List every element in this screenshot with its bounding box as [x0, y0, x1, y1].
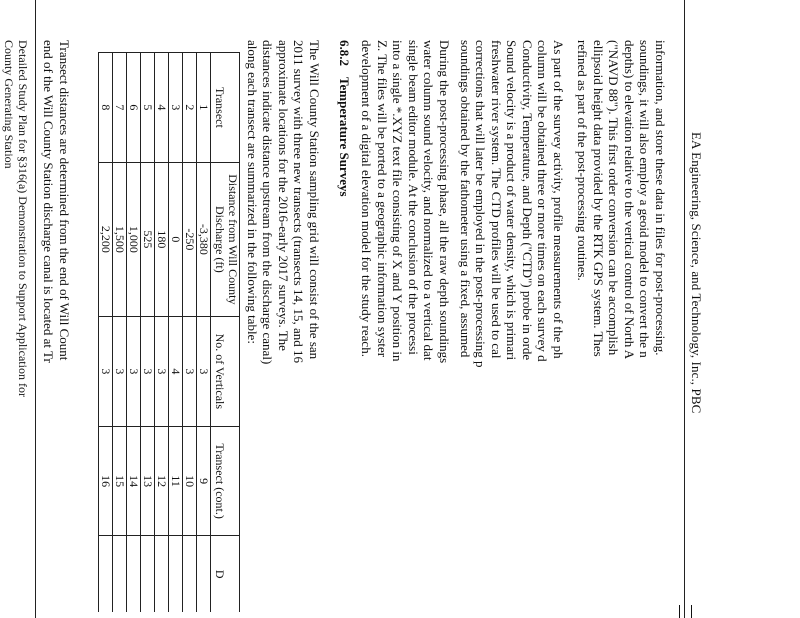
- table-row: [183, 53, 197, 613]
- table-cell: 5: [141, 53, 155, 163]
- table-cell: 8: [99, 53, 113, 163]
- text-line: As part of the survey activity, profile measurements of the ph: [551, 40, 566, 359]
- text-line: Transect distances are determined from the end of Will Count: [57, 40, 72, 361]
- table-cell: 14: [127, 426, 141, 536]
- col-header-overflow: D: [211, 536, 240, 612]
- table-cell: 13: [141, 426, 155, 536]
- table-cell: 10: [183, 426, 197, 536]
- section-number: 6.8.2: [337, 40, 352, 66]
- table-cell: -250: [183, 162, 197, 316]
- text-line: along each transect are summarized in the following table:: [245, 40, 260, 344]
- text-line: into a single *.XYZ text file consisting of X and Y position in: [390, 40, 406, 362]
- table-cell: 1,500: [113, 162, 127, 316]
- table-cell: 3: [127, 316, 141, 426]
- text-line: soundings obtained by the fathometer using a fixed, assumed: [458, 40, 473, 358]
- table-cell: 525: [141, 162, 155, 316]
- col-header-distance: Distance from Will County Discharge (ft): [211, 162, 240, 316]
- table-cell: 3: [113, 316, 127, 426]
- text-line: water column sound velocity, and normalized to a vertical dat: [421, 40, 437, 361]
- table-cell-overflow: [141, 536, 155, 612]
- table-cell: 2,200: [99, 162, 113, 316]
- table-cell: 7: [113, 53, 127, 163]
- table-cell: 12: [155, 426, 169, 536]
- paragraph-3: [359, 40, 452, 618]
- table-cell: -3,380: [197, 162, 211, 316]
- paragraph-4: [245, 40, 323, 618]
- table-cell-overflow: [127, 536, 141, 612]
- text-line: refined as part of the post-processing routines.: [575, 40, 591, 281]
- table-cell: 180: [155, 162, 169, 316]
- table-cell: 11: [169, 426, 183, 536]
- table-cell-overflow: [183, 536, 197, 612]
- margin-mark: [679, 605, 680, 618]
- col-header-transect: Transect: [211, 53, 240, 163]
- table-cell: 1: [197, 53, 211, 163]
- header-rule: [684, 0, 685, 618]
- transect-table: [98, 52, 240, 612]
- text-line: column will be obtained three or more times on each survey d: [535, 40, 551, 362]
- text-line: depths) to elevation relative to the vertical control of North A: [622, 40, 637, 360]
- section-title: Temperature Surveys: [337, 77, 352, 197]
- paragraph-1: [575, 40, 668, 618]
- table-cell: 2: [183, 53, 197, 163]
- table-cell: 3: [169, 53, 183, 163]
- section-heading: [336, 40, 352, 197]
- table-cell-overflow: [169, 536, 183, 612]
- text-line: end of the Will County Station discharge canal is located at Tr: [41, 40, 57, 363]
- table-body: [99, 53, 211, 613]
- table-cell-overflow: [197, 536, 211, 612]
- text-line: 2011 survey with three new transects (transects 14, 15, and 16: [291, 40, 307, 363]
- header-company: EA Engineering, Science, and Technology, Inc., PBC: [689, 132, 704, 414]
- text-line: ellipsoid height data provided by the RTK GPS system. Thes: [591, 40, 606, 357]
- text-line: During the post-processing phase, all the raw depth soundings: [437, 40, 452, 364]
- text-line: Z. The files will be ported to a geographic information syster: [375, 40, 390, 358]
- table-row: [127, 53, 141, 613]
- text-line: corrections that will later be employed in the post-processing p: [473, 40, 489, 368]
- table-row: [141, 53, 155, 613]
- table-row: [169, 53, 183, 613]
- text-line: The Will County Station sampling grid will consist of the san: [307, 40, 322, 360]
- text-line: single beam editor module. At the conclusion of the processi: [406, 40, 421, 355]
- table-cell-overflow: [113, 536, 127, 612]
- table-cell: 3: [183, 316, 197, 426]
- footer-rule: [35, 0, 36, 618]
- table-row: [197, 53, 211, 613]
- text-line: ("NAVD 88"). This first order conversion can be accomplish: [606, 40, 622, 356]
- table-cell: 3: [197, 316, 211, 426]
- footer-line: Detailed Study Plan for §316(a) Demonstration to Support Application for: [16, 40, 30, 397]
- text-line: Sound velocity is a product of water density, which is primari: [504, 40, 520, 361]
- table-cell: 15: [113, 426, 127, 536]
- text-line: soundings, it will also employ a geoid model to convert the n: [637, 40, 653, 358]
- table-cell: 16: [99, 426, 113, 536]
- footer-line: County Generating Station: [2, 40, 16, 169]
- margin-mark: [691, 605, 692, 618]
- table-cell: 0: [169, 162, 183, 316]
- table-cell: 1,000: [127, 162, 141, 316]
- table-row: [155, 53, 169, 613]
- table-row: [113, 53, 127, 613]
- text-line: distances indicate distance upstream from the discharge canal): [260, 40, 276, 365]
- table-header-row: [211, 53, 240, 613]
- table-cell: 9: [197, 426, 211, 536]
- text-line: approximate locations for the 2016-early 2017 surveys. The: [276, 40, 291, 351]
- table-cell: 3: [99, 316, 113, 426]
- table-row: [99, 53, 113, 613]
- table-cell-overflow: [99, 536, 113, 612]
- table-cell: 3: [155, 316, 169, 426]
- table-cell: 4: [169, 316, 183, 426]
- text-line: freshwater river system. The CTD profiles will be used to cal: [489, 40, 504, 359]
- text-line: development of a digital elevation model for the study reach.: [359, 40, 375, 357]
- col-header-transect-cont: Transect (cont.): [211, 426, 240, 536]
- paragraph-5: [41, 40, 72, 618]
- table-cell: 4: [155, 53, 169, 163]
- table-cell: 3: [141, 316, 155, 426]
- col-header-verticals: No. of Verticals: [211, 316, 240, 426]
- table-cell-overflow: [155, 536, 169, 612]
- paragraph-2: [458, 40, 567, 618]
- footer-text: [2, 40, 30, 397]
- table-cell: 6: [127, 53, 141, 163]
- text-line: Conductivity, Temperature, and Depth ("CTD") probe in orde: [520, 40, 535, 361]
- text-line: information, and store these data in files for post-processing.: [653, 40, 668, 356]
